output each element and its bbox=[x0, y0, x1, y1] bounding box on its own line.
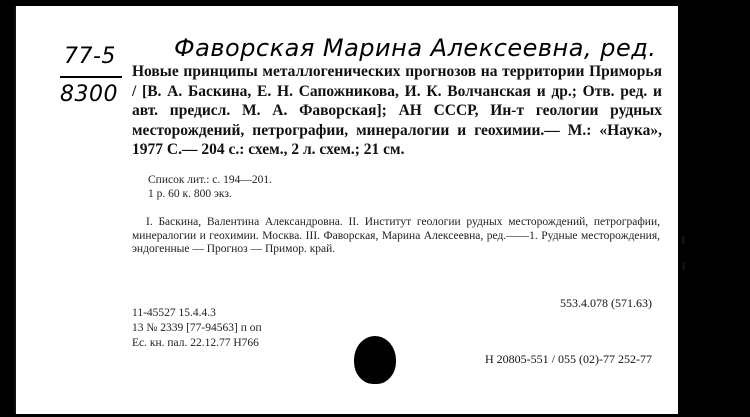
bibliography-note: Список лит.: с. 194—201. bbox=[148, 174, 273, 186]
call-number-bottom: 8300 bbox=[60, 82, 118, 107]
price-run: 1 р. 60 к. 800 экз. bbox=[148, 188, 232, 200]
code-line-1: 11-45527 15.4.4.3 bbox=[132, 307, 216, 319]
code-line-2: 13 № 2339 [77-94563] п оп bbox=[132, 322, 262, 334]
edge-mark bbox=[682, 262, 685, 270]
subject-tracings: I. Баскина, Валентина Александровна. II. Институт геологии рудных месторождений, петрографии, минералогии и геохимии. Москва. III. Фаворская, Марина Алексеевна, ред.——1. Рудные месторождения, эндогенные — Прогноз — Примор. край. bbox=[132, 216, 660, 255]
edge-mark bbox=[682, 236, 685, 244]
handwritten-author: Фаворская Марина Алексеевна, ред. bbox=[174, 34, 657, 62]
main-entry: Новые принципы металлогенических прогнозов на территории Приморья / [В. А. Баскина, Е. Н. Сапожникова, И. К. Волчанская и др.; Отв. ред. и авт. предисл. М. А. Фаворская]; АН СССР, Ин-т геологии рудных месторождений, петрографии, минералогии и геохимии.— М.: «Наука», 1977 С.— 204 с.: схем., 2 л. схем.; 21 см. bbox=[132, 63, 662, 158]
bibliography-note-block bbox=[148, 173, 272, 201]
catalog-codes bbox=[132, 306, 262, 351]
catalog-card bbox=[14, 6, 678, 414]
call-number-top: 77-5 bbox=[64, 44, 116, 69]
call-number-divider bbox=[60, 76, 122, 78]
udc-number: 553.4.078 (571.63) bbox=[560, 296, 652, 310]
classification-code: Н 20805-551 / 055 (02)-77 252-77 bbox=[485, 352, 652, 366]
code-line-3: Ес. кн. пал. 22.12.77 Н766 bbox=[132, 337, 259, 349]
card-punch-hole bbox=[354, 336, 396, 384]
